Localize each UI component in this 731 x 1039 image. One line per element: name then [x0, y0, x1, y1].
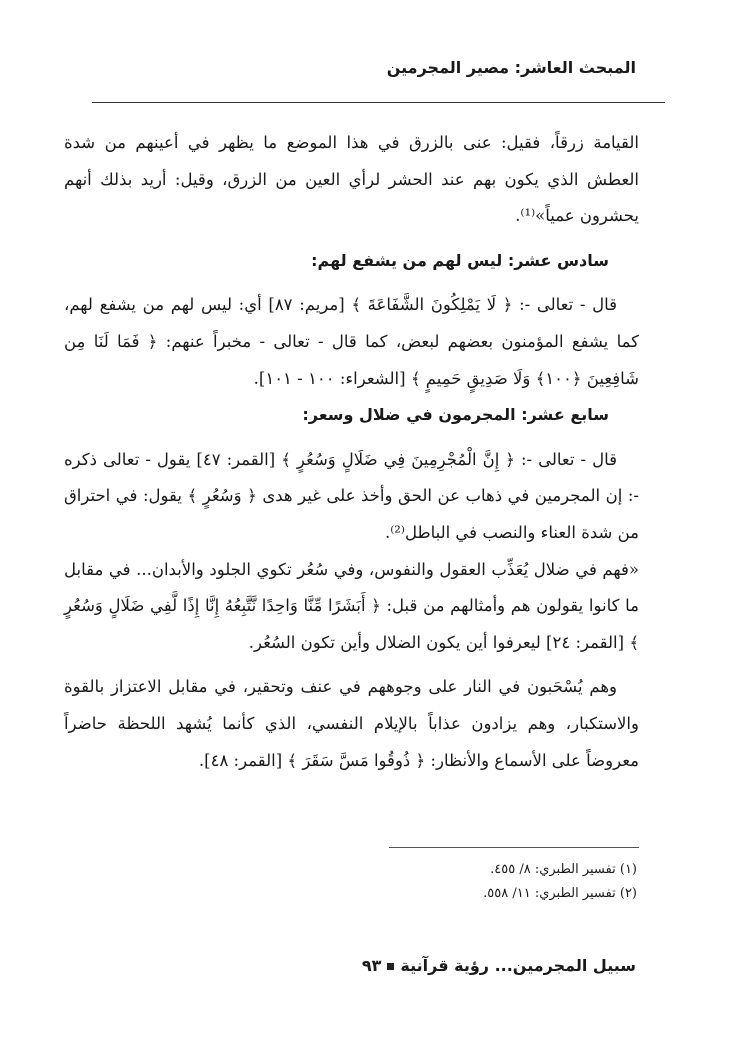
main-text: [64, 125, 639, 779]
footnote-1: (١) تفسير الطبري: ٨/ ٤٥٥.: [490, 862, 637, 877]
book-title: سبيل المجرمين... رؤية قرآنية: [400, 956, 636, 975]
page-number: ٩٣: [361, 956, 382, 975]
paragraph-5: وهم يُسْحَبون في النار على وجوههم في عنف وتحقير، في مقابل الاعتزاز بالقوة والاستكبار، وهم يزادون عذاباً بالإيلام النفسي، الذي كأنما يُشهد اللحظة حاضراً معروضاً على الأسماع والأنظار: ﴿ ذُوقُوا مَسَّ سَقَرَ ﴾ [القمر: ٤٨].: [64, 677, 639, 770]
footnote-divider: [389, 847, 639, 848]
paragraph-1: القيامة زرقاً، فقيل: عنى بالزرق في هذا الموضع ما يظهر في أعينهم من شدة العطش الذي يكون بهم عند الحشر لرأي العين من الزرق، وقيل: أريد بذلك أنهم يحشرون عمياً»⁽¹⁾.: [64, 133, 639, 226]
footnote-2: (٢) تفسير الطبري: ١١/ ٥٥٨.: [483, 886, 637, 901]
paragraph-3: قال - تعالى -: ﴿ إِنَّ الْمُجْرِمِينَ فِي ضَلَالٍ وَسُعُرٍ ﴾ [القمر: ٤٧] يقول - تعالى ذكره -: إن المجرمين في ذهاب عن الحق وأخذ على غير هدى ﴿ وَسُعُرٍ ﴾ يقول: في احتراق من شدة العناء والنصب في الباطل⁽²⁾.: [64, 449, 639, 542]
header-divider: [92, 102, 665, 103]
heading-sixteenth: سادس عشر: ليس لهم من يشفع لهم:: [311, 250, 609, 270]
paragraph-2: قال - تعالى -: ﴿ لَا يَمْلِكُونَ الشَّفَاعَةَ ﴾ [مريم: ٨٧] أي: ليس لهم من يشفع لهم، كما يشفع المؤمنون بعضهم لبعض، كما قال - تعالى - مخبراً عنهم: ﴿ فَمَا لَنَا مِن شَافِعِينَ ﴿١٠٠﴾ وَلَا صَدِيقٍ حَمِيمٍ ﴾ [الشعراء: ١٠٠ - ١٠١].: [64, 295, 639, 388]
square-bullet-icon: [387, 963, 394, 970]
paragraph-4: «فهم في ضلال يُعَذِّب العقول والنفوس، وفي سُعُر تكوي الجلود والأبدان... في مقابل ما كانوا يقولون هم وأمثالهم من قبل: ﴿ أَبَشَرًا مِّنَّا وَاحِدًا نَّتَّبِعُهُ إِنَّا إِذًا لَّفِي ضَلَالٍ وَسُعُرٍ ﴾ [القمر: ٢٤] ليعرفوا أين يكون الضلال وأين تكون السُعُر.: [64, 559, 639, 652]
footnotes: [483, 858, 637, 906]
page-footer: [362, 956, 636, 975]
heading-seventeenth: سابع عشر: المجرمون في ضلال وسعر:: [302, 405, 609, 425]
running-header: المبحث العاشر: مصير المجرمين: [386, 58, 636, 77]
